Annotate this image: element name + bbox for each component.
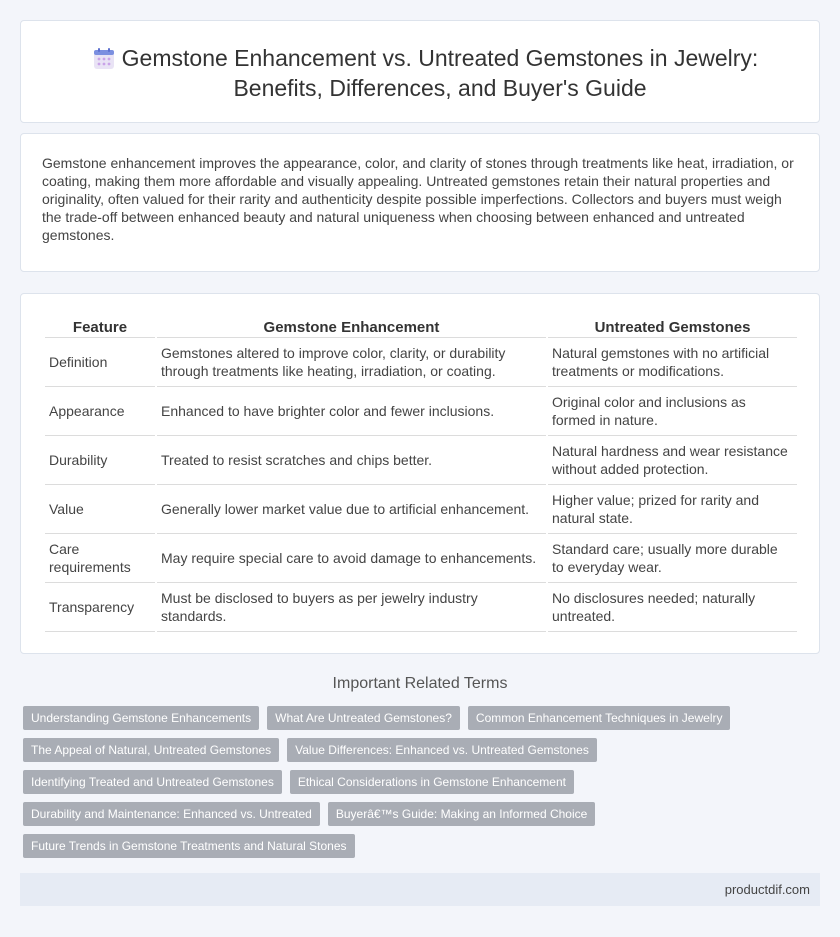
related-term-tag[interactable]: Common Enhancement Techniques in Jewelry [468, 706, 731, 730]
table-cell: May require special care to avoid damage to enhancements. [157, 534, 546, 583]
table-header-cell: Feature [45, 316, 155, 338]
table-cell: Transparency [45, 583, 155, 632]
table-cell: Generally lower market value due to artificial enhancement. [157, 485, 546, 534]
table-header-cell: Gemstone Enhancement [157, 316, 546, 338]
table-header-cell: Untreated Gemstones [548, 316, 797, 338]
table-cell: Standard care; usually more durable to everyday wear. [548, 534, 797, 583]
tag-row [23, 802, 823, 826]
header-card [20, 20, 820, 123]
table-cell: Enhanced to have brighter color and fewer inclusions. [157, 387, 546, 436]
table-header-row [45, 316, 797, 338]
table-cell: Original color and inclusions as formed in nature. [548, 387, 797, 436]
table-cell: Treated to resist scratches and chips better. [157, 436, 546, 485]
table-cell: Gemstones altered to improve color, clarity, or durability through treatments like heating, irradiation, or coating. [157, 338, 546, 387]
intro-card [20, 133, 820, 272]
tag-row [23, 770, 823, 794]
related-term-tag[interactable]: Value Differences: Enhanced vs. Untreated Gemstones [287, 738, 597, 762]
related-term-tag[interactable]: Durability and Maintenance: Enhanced vs. Untreated [23, 802, 320, 826]
tag-row [23, 738, 823, 762]
table-cell: Care requirements [45, 534, 155, 583]
page-title [81, 43, 799, 103]
related-term-tag[interactable]: Identifying Treated and Untreated Gemstones [23, 770, 282, 794]
related-terms-list [23, 706, 823, 866]
tag-row [23, 706, 823, 730]
table-cell: Natural gemstones with no artificial treatments or modifications. [548, 338, 797, 387]
footer [20, 873, 820, 906]
comparison-card [20, 293, 820, 654]
related-terms-title: Important Related Terms [332, 675, 508, 692]
table-cell: Appearance [45, 387, 155, 436]
table-row [45, 436, 797, 485]
related-term-tag[interactable]: Understanding Gemstone Enhancements [23, 706, 259, 730]
table-cell: No disclosures needed; naturally untreated. [548, 583, 797, 632]
related-term-tag[interactable]: The Appeal of Natural, Untreated Gemstones [23, 738, 279, 762]
table-cell: Higher value; prized for rarity and natural state. [548, 485, 797, 534]
table-row [45, 534, 797, 583]
page-title-line1: Gemstone Enhancement vs. Untreated Gemstones in Jewelry: [121, 45, 759, 71]
table-row [45, 485, 797, 534]
table-row [45, 338, 797, 387]
related-term-tag[interactable]: Buyerâ€™s Guide: Making an Informed Choice [328, 802, 595, 826]
table-cell: Must be disclosed to buyers as per jewelry industry standards. [157, 583, 546, 632]
comparison-table [43, 316, 799, 632]
table-cell: Definition [45, 338, 155, 387]
page-title-line2: Benefits, Differences, and Buyer's Guide [233, 75, 647, 101]
footer-site-link[interactable]: productdif.com [724, 882, 810, 897]
table-cell: Durability [45, 436, 155, 485]
table-row [45, 583, 797, 632]
table-cell: Value [45, 485, 155, 534]
related-term-tag[interactable]: Future Trends in Gemstone Treatments and Natural Stones [23, 834, 355, 858]
related-term-tag[interactable]: Ethical Considerations in Gemstone Enhancement [290, 770, 574, 794]
table-row [45, 387, 797, 436]
table-cell: Natural hardness and wear resistance without added protection. [548, 436, 797, 485]
intro-paragraph: Gemstone enhancement improves the appearance, color, and clarity of stones through treatments like heat, irradiation, or coating, making them more affordable and visually appealing. Untreated gemstones retain their natural properties and originality, often valued for their rarity and authenticity despite possible imperfections. Collectors and buyers must weigh the trade-off between enhanced beauty and natural uniqueness when choosing between enhanced and untreated gemstones. [42, 155, 794, 243]
tag-row [23, 834, 823, 858]
related-term-tag[interactable]: What Are Untreated Gemstones? [267, 706, 460, 730]
